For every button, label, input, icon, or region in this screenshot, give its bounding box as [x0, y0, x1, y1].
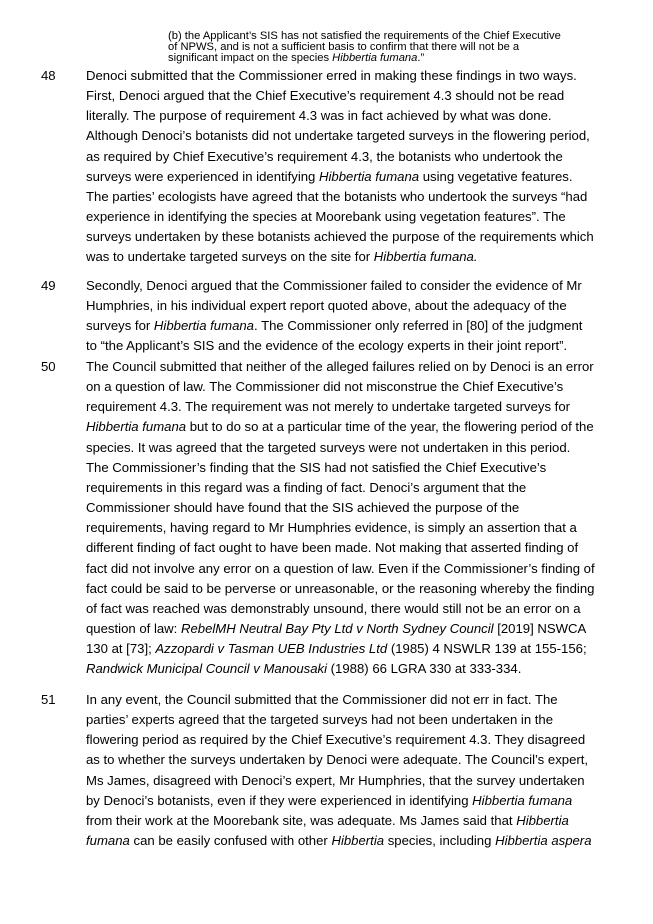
text-line: surveys undertaken by these botanists achieved the purpose of the requirements which: [86, 229, 594, 245]
text-line: In any event, the Council submitted that the Commissioner did not err in fact. The: [86, 692, 558, 707]
text-line: requirements, having regard to Mr Humphries evidence, is simply an assertion that a: [86, 520, 577, 536]
text-line: Commissioner should have found that the SIS achieved the purpose of the: [86, 500, 520, 516]
text-line: fact could be said to be perverse or unreasonable, or the reasoning whereby the finding: [86, 580, 595, 596]
text-line: The parties’ ecologists have agreed that the botanists who undertook the surveys “had: [86, 188, 588, 204]
text-line: species. It was agreed that the targeted surveys were not undertaken in this period.: [86, 439, 571, 455]
paragraph-text: [86, 357, 612, 680]
text-line: First, Denoci argued that the Chief Executive’s requirement 4.3 should not be read: [86, 88, 565, 104]
text-line: surveys for Hibbertia fumana. The Commissioner only referred in [80] of the judgment: [86, 318, 583, 334]
text-line: by Denoci’s botanists, even if they were experienced in identifying Hibbertia fumana: [86, 792, 573, 808]
paragraph-number: 48: [41, 68, 56, 83]
text-line: of fact was reached was demonstrably unsound, there would still not be an error on a: [86, 600, 581, 616]
text-line: question of law: RebelMH Neutral Bay Pty Ltd v North Sydney Council [2019] NSWCA: [86, 621, 587, 637]
text-line: Although Denoci’s botanists did not undertake targeted surveys in the flowering period,: [86, 128, 590, 144]
text-line: Ms James, disagreed with Denoci’s expert, Mr Humphries, that the survey undertaken: [86, 772, 585, 788]
paragraph-number: 51: [41, 692, 56, 707]
text-line: requirements in this regard was a finding of fact. Denoci’s argument that the: [86, 479, 527, 495]
text-line: was to undertake targeted surveys on the site for Hibbertia fumana.: [86, 249, 478, 265]
paragraph-text: [86, 276, 612, 357]
text-line: parties’ experts agreed that the targeted surveys had not been undertaken in the: [86, 712, 554, 728]
paragraph-number: 50: [41, 359, 56, 374]
text-line: from their work at the Moorebank site, was adequate. Ms James said that Hibbertia: [86, 812, 569, 828]
text-line: surveys were experienced in identifying Hibbertia fumana using vegetative features.: [86, 168, 573, 184]
quote-line: significant impact on the species Hibbertia fumana.”: [168, 52, 425, 64]
text-line: Randwick Municipal Council v Manousaki (1988) 66 LGRA 330 at 333-334.: [86, 661, 522, 677]
text-line: as to whether the surveys undertaken by Denoci were adequate. The Council’s expert,: [86, 752, 589, 768]
text-line: fumana can be easily confused with other Hibbertia species, including Hibbertia aspera: [86, 833, 592, 849]
quote-line: of NPWS, and is not a sufficient basis to confirm that there will not be a: [168, 41, 520, 53]
paragraph-text: [86, 690, 612, 851]
text-line: literally. The purpose of requirement 4.3 was in fact achieved by what was done.: [86, 108, 552, 124]
text-line: experience in identifying the species at Moorebank using vegetation features”. The: [86, 209, 566, 225]
text-line: Secondly, Denoci argued that the Commissioner failed to consider the evidence of Mr: [86, 278, 582, 293]
text-line: as required by Chief Executive’s requirement 4.3, the botanists who undertook the: [86, 148, 563, 164]
text-line: Denoci submitted that the Commissioner erred in making these findings in two ways.: [86, 68, 577, 83]
text-line: flowering period as required by the Chief Executive’s requirement 4.3. They disagreed: [86, 732, 586, 748]
text-line: Humphries, in his individual expert report quoted above, about the adequacy of the: [86, 298, 567, 314]
text-line: 130 at [73]; Azzopardi v Tasman UEB Industries Ltd (1985) 4 NSWLR 139 at 155-156;: [86, 641, 587, 657]
text-line: to “the Applicant’s SIS and the evidence of the ecology experts in their joint report”.: [86, 338, 568, 354]
block-quote: [168, 31, 608, 64]
quote-line: (b) the Applicant’s SIS has not satisfied the requirements of the Chief Executive: [168, 30, 561, 42]
text-line: Hibbertia fumana but to do so at a particular time of the year, the flowering period of the: [86, 419, 594, 435]
text-line: The Commissioner’s finding that the SIS had not satisfied the Chief Executive’s: [86, 459, 547, 475]
paragraph-number: 49: [41, 278, 56, 293]
text-line: on a question of law. The Commissioner did not misconstrue the Chief Executive’s: [86, 379, 564, 395]
text-line: fact did not involve any error on a question of law. Even if the Commissioner’s finding of: [86, 560, 595, 576]
paragraph-text: [86, 66, 612, 268]
text-line: requirement 4.3. The requirement was not merely to undertake targeted surveys for: [86, 399, 571, 415]
text-line: The Council submitted that neither of the alleged failures relied on by Denoci is an error: [86, 359, 594, 374]
text-line: different finding of fact ought to have been made. Not making that asserted finding of: [86, 540, 579, 556]
